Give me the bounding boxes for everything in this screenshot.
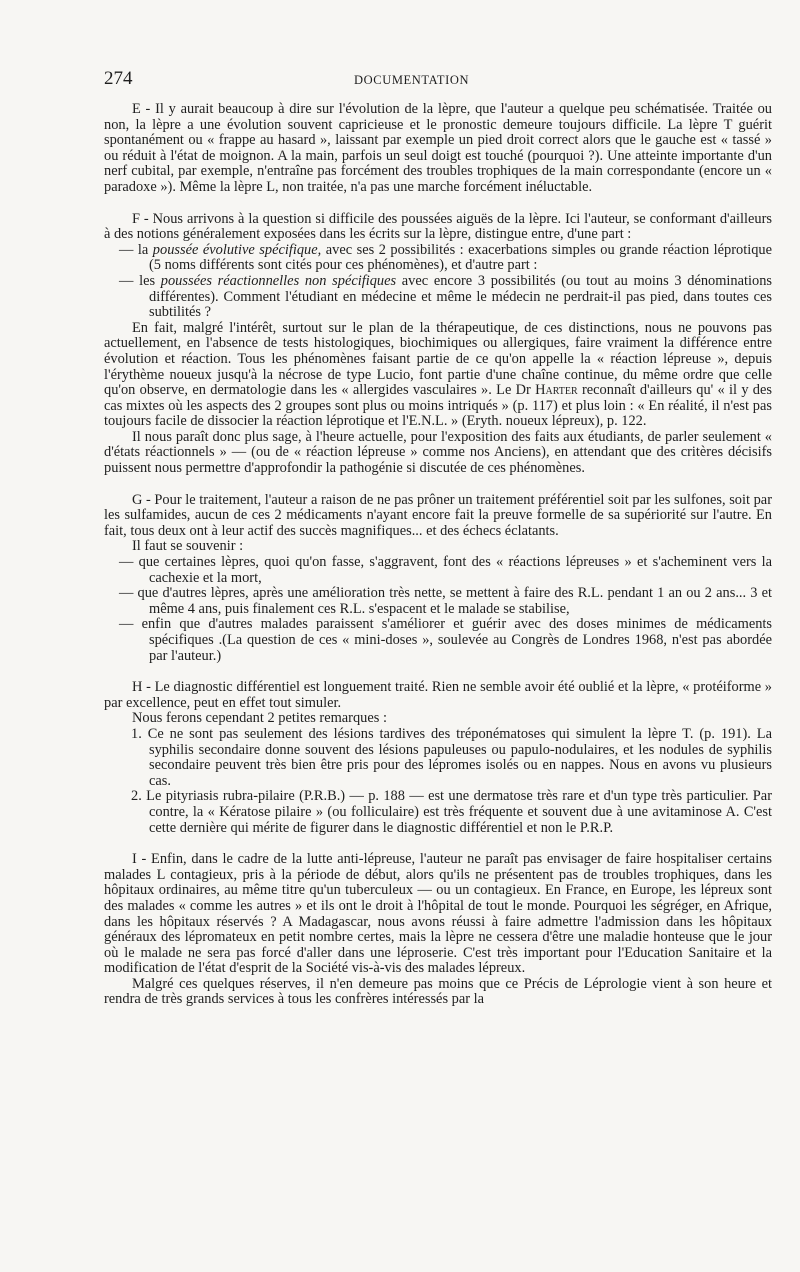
section-h-intro: H - Le diagnostic différentiel est longuement traité. Rien ne semble avoir été oublié et la lèpre, « protéiforme » par excellence, peut en effet tout simuler.: [104, 679, 772, 711]
section-g-lead: Il faut se souvenir :: [132, 538, 244, 555]
section-f-paragraph-2: [104, 321, 772, 430]
body-text: [104, 102, 772, 1008]
section-g-item-3: — enfin que d'autres malades paraissent s'améliorer et guérir avec des doses minimes de médicaments spécifiques .(La question de ces « mini-doses », soulevée au Congrès de Londres 1968, n'est pas abordée par l'auteur.): [119, 616, 772, 664]
section-f-paragraph-3: Il nous paraît donc plus sage, à l'heure actuelle, pour l'exposition des faits aux étudiants, de parler seulement « d'états réactionnels » — (ou de « réaction lépreuse » comme nos Anciens), en attendant que des critères décisifs puissent nous permettre d'approfondir la pathogénie si discutée de ces phénomènes.: [104, 428, 772, 477]
section-i-paragraph-1: I - Enfin, dans le cadre de la lutte anti-lépreuse, l'auteur ne paraît pas envisager de faire hospitaliser certains malades L contagieux, pris à la période de début, alors qu'ils ne présentent pas de troubles trophiques, dans les hôpitaux ordinaires, au même titre qu'un tuberculeux — ou un contagieux. En France, en Europe, les lépreux sont des malades « comme les autres » et ils ont le droit à l'hôpital de tout le monde. Pourquoi les ségréger, en Afrique, dans les hôpitaux réservés ? A Madagascar, nous avons réussi à faire admettre l'admission dans les hôpitaux généraux des lépromateux en petit nombre certes, mais la lèpre ne cessera d'être une maladie honteuse que le jour où le malade ne sera pas forcé d'aller dans une léproserie. C'est très important pour l'Education Sanitaire et la modification de l'état d'esprit de la Société vis-à-vis des malades lépreux.: [104, 851, 772, 977]
emphasized-term: poussée évolutive spécifique,: [152, 241, 322, 258]
running-title: DOCUMENTATION: [354, 73, 470, 87]
section-g-intro: G - Pour le traitement, l'auteur a raison de ne pas prôner un traitement préférentiel soit par les sulfones, soit par les sulfamides, aucun de ces 2 médicaments n'ayant encore fait la preuve formelle de sa supériorité sur l'autre. En fait, tous deux ont à leur actif des succès magnifiques... et des échecs éclatants.: [104, 491, 772, 539]
item-dash-text: — la: [119, 241, 153, 258]
item-text: avec encore 3 possibilités (ou tout au moins 3 dénominations différentes). Comment l'étudiant en médecine et même le médecin ne perdrait-il pas pied, dans toutes ces subtilités ?: [149, 272, 772, 321]
section-g-item-2: — que d'autres lèpres, après une amélioration très nette, se mettent à faire des R.L. pendant 1 an ou 2 ans... 3 et même 4 ans, puis finalement ces R.L. s'espacent et le malade se stabilise,: [119, 585, 772, 617]
section-f-intro: F - Nous arrivons à la question si difficile des poussées aiguës de la lèpre. Ici l'auteur, se conformant d'ailleurs à des notions généralement exposées dans les écrits sur la lèpre, distingue entre, d'une part :: [104, 210, 772, 243]
item-text: avec ses 2 possibilités : exacerbations simples ou grande réaction léprotique (5 noms différents sont cités pour ces phénomènes), et d'autre part :: [149, 241, 772, 274]
page-header: [104, 62, 772, 102]
section-i-paragraph-2: Malgré ces quelques réserves, il n'en demeure pas moins que ce Précis de Léprologie vient à son heure et rendra de très grands services à tous les confrères intéressés par la: [104, 975, 772, 1008]
section-h-item-1: 1. Ce ne sont pas seulement des lésions tardives des tréponématoses qui simulent la lèpre T. (p. 191). La syphilis secondaire donne souvent des lésions papuleuses ou papulo-nodulaires, et les nodules de syphilis secondaire peuvent très bien être pris pour des lépromes isolés ou en nappes. Nous en avons vu plusieurs cas.: [131, 725, 772, 789]
emphasized-term: poussées réactionnelles non spécifiques: [160, 272, 397, 289]
section-f-item-2: [104, 274, 772, 321]
page-number: 274: [104, 68, 133, 89]
section-h-item-2: 2. Le pityriasis rubra-pilaire (P.R.B.) — p. 188 — est une dermatose très rare et d'un type très particulier. Par contre, la « Kératose pilaire » (ou folliculaire) est très fréquente et souvent due à une avitaminose A. C'est cette dernière qui mérite de figurer dans le diagnostic différentiel et non le P.R.P.: [131, 788, 772, 836]
section-e-paragraph: E - Il y aurait beaucoup à dire sur l'évolution de la lèpre, que l'auteur a quelque peu schématisée. Traitée ou non, la lèpre a une évolution souvent capricieuse et le pronostic demeure toujours difficile. La lèpre T guérit spontanément ou « frappe au hasard », laissant par exemple un pied droit correct alors que le gauche est « tassé » ou réduit à l'état de moignon. A la main, parfois un seul doigt est touché (pourquoi ?). Une atteinte importante d'un nerf cubital, par exemple, n'entraîne pas forcément des troubles trophiques de la main correspondante (encore un « paradoxe »). Même la lèpre L, non traitée, n'a pas une marche forcément inéluctable.: [104, 101, 772, 195]
paragraph-text: reconnaît d'ailleurs qu' « il y des cas mixtes où les aspects des 2 groupes sont plus ou moins intriqués » (p. 117) et plus loin : « En réalité, il n'est pas toujours facile de dissocier la réaction léprotique et l'E.N.L. » (Eryth. noueux lépreux), p. 122.: [104, 382, 772, 430]
section-g-item-1: — que certaines lèpres, quoi qu'on fasse, s'aggravent, font des « réactions lépreuses » et s'acheminent vers la cachexie et la mort,: [119, 554, 772, 586]
section-f-item-1: [104, 243, 772, 274]
author-name: Harter: [535, 382, 578, 399]
paragraph-text: En fait, malgré l'intérêt, surtout sur le plan de la thérapeutique, de ces distinctions, nous ne pouvons pas actuellement, en l'absence de tests histologiques, biochimiques ou allergiques, faire vraiment la différence entre évolution et réaction. Tous les phénomènes faisant partie de ce qu'on appelle la « réaction lépreuse », depuis l'érythème noueux jusqu'à la nécrose de type Lucio, font partie d'une chaîne continue, du même ordre que celle qu'on observe, en dermatologie dans les « allergides vasculaires ». Le Dr: [104, 319, 772, 399]
section-h-lead: Nous ferons cependant 2 petites remarques :: [132, 710, 387, 727]
item-dash-text: — les: [119, 272, 161, 289]
